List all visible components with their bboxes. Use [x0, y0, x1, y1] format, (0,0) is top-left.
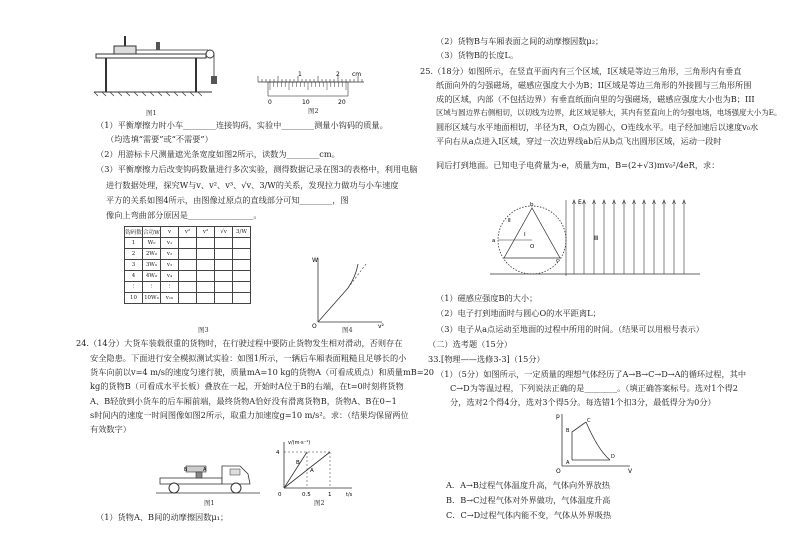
table-cell: W₀ [143, 238, 161, 249]
q3-text-c: 平方的关系如图4所示，由图像过原点的直线部分可知________，图 [106, 195, 349, 205]
q1-hint: （均选填“需要”或“不需要”） [106, 134, 213, 144]
fig25-label-b: b [530, 202, 534, 208]
q3-text-a: （3）平衡摩擦力后改变钩码数量进行多次实验，测得数据记录在图3的表格中，利用电脑 [96, 164, 418, 174]
table-cell: v₁₀ [161, 293, 179, 304]
fig33-y-label: p [556, 413, 560, 420]
fig4-caption: 图4 [342, 326, 353, 334]
table-row [125, 238, 251, 249]
table-row [125, 293, 251, 304]
fig25-region-2: Ⅱ [508, 218, 511, 224]
table-cell: 3W₀ [143, 260, 161, 271]
table-cell: ⋮ [125, 282, 143, 293]
q1-text: （1）平衡摩擦力时小车________连接钩码，实验中________测量小钩码的质量。 [96, 120, 388, 130]
fig1-caption: 图1 [146, 109, 157, 117]
q25-text-c: 成的区域，内部（不包括边界）有垂直纸面向里的匀强磁场，磁感应强度大小也为B；III [436, 94, 755, 104]
q24-text-e: A、B轻放到小货车的后车厢前端，最终货物A恰好没有滑离货物B，货物A、B在0~1 [90, 396, 397, 406]
fig2-caption: 图2 [308, 107, 319, 115]
table-cell: 2 [125, 249, 143, 260]
figure-2-vernier-caliper [254, 68, 374, 108]
fig25-label-o: O [530, 244, 535, 250]
data-table-fig3 [124, 226, 251, 304]
table-header: √v [215, 227, 233, 238]
table-cell: v₃ [161, 260, 179, 271]
q24-text-b: 安全隐患。下面进行安全模拟测试实验：如图1所示，一辆后车厢表面粗糙且足够长的小 [90, 353, 407, 363]
table-header: 合功W [143, 227, 161, 238]
fig25-region-1: Ⅰ [524, 232, 526, 238]
table-cell: v₂ [161, 249, 179, 260]
q24-sub1: （1）货物A、B间的动摩擦因数μ₁； [96, 512, 229, 522]
q24-text-g: 有效数字） [90, 424, 131, 434]
fig24-2-x-tick-1: 1 [328, 492, 332, 498]
figure-1-cart-apparatus [86, 32, 226, 108]
figure-25-field-regions [490, 196, 700, 280]
ruler-main-tick-2: 2 [336, 71, 340, 78]
figure-33-pv-cycle [554, 410, 634, 474]
fig24-2-y-tick: 4 [276, 450, 280, 456]
option-b: B．B→C过程气体对外界做功，气体温度升高 [446, 495, 611, 505]
figure-24-1-truck [156, 452, 266, 498]
figure-4-w-v2-graph [310, 254, 386, 328]
fig24-2-x-tick-0: 0 [278, 492, 282, 498]
table-header: v² [179, 227, 197, 238]
fig4-x-label: v² [378, 323, 384, 328]
table-header: v [161, 227, 179, 238]
fig33-point-d: D [611, 454, 615, 460]
table-header: 3/W [233, 227, 251, 238]
q24-sub3: （3）货物B的长度L。 [436, 50, 519, 60]
ruler-unit: cm [352, 71, 362, 78]
fig24-2-x-tick-05: 0.5 [302, 492, 311, 498]
table-header: 钩码数 [125, 227, 143, 238]
q25-text-b: 纸面向外的匀强磁场，磁感应强度大小为B；II区域是等边三角形的外接圆与三角形所围 [436, 80, 752, 90]
q3-text-b: 进行数据处理，探究W与v、v²、v³、√v、3/W的关系，发现拉力做功与小车速度 [106, 180, 399, 190]
table-cell: v₄ [161, 271, 179, 282]
q24-sub2: （2）货物B与车厢表面之间的动摩擦因数μ₂； [436, 36, 604, 46]
fig3-caption: 图3 [198, 326, 209, 334]
fig4-y-label: W [312, 257, 318, 264]
table-cell: 10 [125, 293, 143, 304]
option-c: C．C→D过程气体内能不变，气体从外界吸热 [446, 510, 612, 520]
vernier-tick-20: 20 [338, 99, 346, 106]
table-row [125, 249, 251, 260]
table-cell: 10W₀ [143, 293, 161, 304]
q2-text: （2）用游标卡尺测量遮光条宽度如图2所示，读数为________cm。 [96, 149, 340, 159]
option-a: A．A→B过程气体温度升高，气体向外界放热 [446, 480, 610, 490]
fig25-label-a: a [492, 238, 496, 244]
fig24-2-line-a: A [310, 468, 314, 474]
table-cell: 3 [125, 260, 143, 271]
fig33-origin: O [556, 468, 561, 474]
table-cell: 4W₀ [143, 271, 161, 282]
table-cell: 4 [125, 271, 143, 282]
q25-sub1: （1）磁感应强度B的大小； [436, 293, 538, 303]
fig33-x-label: V [628, 468, 633, 474]
vernier-tick-10: 10 [302, 99, 310, 106]
figure-24-2-vt-graph [272, 438, 358, 498]
fig24-2-x-label: t/s [346, 492, 353, 498]
fig4-origin: O [312, 323, 317, 328]
q25-text-e: 圆形区域与水平地面相切，半径为R，O点为圆心，O连线水平。电子经加速后以速度v₀水 [436, 122, 759, 132]
fig33-point-b: B [566, 428, 570, 434]
svg-text:B: B [184, 467, 188, 473]
table-header-row [125, 227, 251, 238]
q24-text-d: kg的货物B（可看成水平长板）叠放在一起，开始时A位于B的右端，在t=0时刻将货物 [90, 381, 404, 391]
q25-sub3: （3）电子从a点运动至地面的过程中所用的时间。（结果可以用根号表示） [436, 324, 704, 334]
fig24-2-caption: 图2 [314, 499, 325, 507]
fig24-2-y-label: v/(m·s⁻¹) [288, 440, 311, 446]
fig25-region-3: Ⅲ [594, 235, 599, 242]
table-row [125, 260, 251, 271]
q25-text-a: 25.（18分）如图所示，在竖直平面内有三个区域，I区域是等边三角形，三角形内有垂直 [420, 66, 742, 76]
q3-text-d: 像向上弯曲部分原因是________________。 [106, 210, 262, 220]
fig33-point-a: A [566, 460, 570, 466]
fig24-2-line-b: B [296, 460, 300, 466]
q24-text-a: 24.（14分）大货车装载很重的货物时，在行驶过程中要防止货物发生相对滑动，否则存在 [76, 338, 403, 348]
table-row [125, 271, 251, 282]
table-cell: v₁ [161, 238, 179, 249]
table-row [125, 282, 251, 293]
fig25-label-e: E [578, 199, 582, 206]
q25-sub2: （2）电子打到地面时与圆心O的水平距离L； [436, 308, 601, 318]
table-cell: 2W₀ [143, 249, 161, 260]
q33-sub1-a: （1）（5分）如图所示，一定质量的理想气体经历了A→B→C→D→A的循环过程，其中 [436, 369, 747, 379]
fig25-label-c: c [556, 258, 560, 264]
vernier-tick-0: 0 [268, 99, 272, 106]
ruler-main-tick-1: 1 [298, 71, 302, 78]
q33-sub1-b: C→D为等温过程，下列说法正确的是________。（填正确答案标号。选对1个得2 [450, 383, 739, 393]
q24-text-f: s时间内的速度一时间图像如图2所示，取重力加速度g=10 m/s²。求：（结果均保留两位 [90, 410, 409, 420]
fig24-1-caption: 图1 [204, 499, 215, 507]
q33-title: 33.[物理——选修3-3]（15分） [428, 354, 545, 364]
table-header: v³ [197, 227, 215, 238]
svg-text:A: A [203, 467, 207, 473]
q25-text-f: 平向右从a点进入I区域，穿过一次边界线ab后从b点飞出圆形区域，运动一段时 [436, 136, 722, 146]
table-cell: ⋮ [143, 282, 161, 293]
q25-text-d: 区域与圆边界右侧相切，以切线为边界，此区域足够大，其内有竖直向上的匀强电场，电场强度大小为E。 [436, 108, 782, 117]
q25-text-g: 间后打到地面。已知电子电荷量为-e，质量为m，B=(2+√3)mv₀²/4eR，求： [436, 160, 720, 170]
table-cell: 1 [125, 238, 143, 249]
q33-sub1-c: 分，选对2个得4分，选对3个得5分。每选错1个扣3分，最低得分为0分） [450, 397, 716, 407]
section-elective: （二）选考题（15分） [428, 339, 513, 349]
table-cell: ⋮ [161, 282, 179, 293]
q24-text-c: 货车向前以v=4 m/s的速度匀速行驶，质量mA=10 kg的货物A（可看成质点）和质量mB=20 [90, 367, 435, 377]
fig33-point-c: C [587, 418, 591, 424]
